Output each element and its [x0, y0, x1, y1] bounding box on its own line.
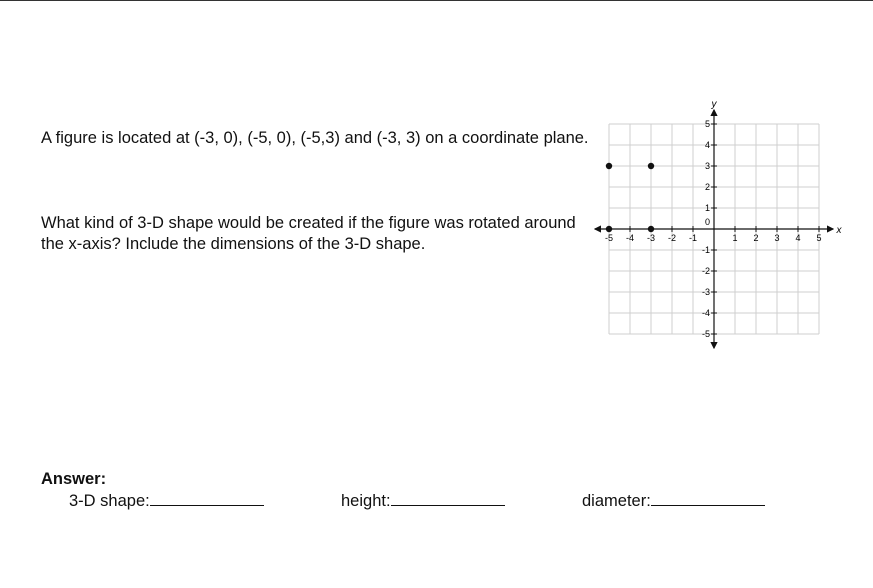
- shape-answer-field: [69, 491, 264, 511]
- x-tick-label: 5: [816, 233, 822, 243]
- y-tick-label: -3: [701, 287, 710, 297]
- x-tick-label: 4: [795, 233, 801, 243]
- data-point: [648, 226, 654, 232]
- axes: [595, 110, 833, 348]
- x-tick-label: 2: [753, 233, 759, 243]
- top-divider: [0, 0, 873, 1]
- height-answer-field: [341, 491, 505, 511]
- height-label: height:: [341, 492, 391, 510]
- data-point: [606, 163, 612, 169]
- y-tick-label: 5: [704, 119, 710, 129]
- x-tick-label: -5: [604, 233, 614, 243]
- shape-label: 3-D shape:: [69, 492, 150, 510]
- coordinate-plane: [594, 96, 850, 350]
- origin-label: 0: [704, 217, 710, 227]
- y-axis-label: y: [711, 99, 717, 110]
- y-tick-label: -1: [701, 245, 710, 255]
- y-tick-label: 3: [704, 161, 710, 171]
- x-tick-label: -2: [667, 233, 677, 243]
- x-axis-label: x: [836, 225, 842, 236]
- question-paragraph-1: A figure is located at (-3, 0), (-5, 0), (-5,3) and (-3, 3) on a coordinate plane.: [41, 129, 589, 147]
- diameter-answer-blank[interactable]: [651, 491, 765, 506]
- x-tick-label: -3: [646, 233, 656, 243]
- x-tick-label: 3: [774, 233, 780, 243]
- x-tick-label: 1: [732, 233, 738, 243]
- y-tick-label: -5: [701, 329, 710, 339]
- question-paragraph-2: What kind of 3-D shape would be created if the figure was rotated around the x-axis? Include the dimensions of the 3-D shape.: [41, 214, 576, 253]
- y-tick-label: 2: [704, 182, 710, 192]
- y-tick-label: 4: [704, 140, 710, 150]
- tick-labels: [605, 99, 843, 339]
- x-tick-label: -4: [625, 233, 635, 243]
- data-point: [648, 163, 654, 169]
- y-tick-label: -4: [701, 308, 710, 318]
- data-point: [606, 226, 612, 232]
- answer-title: Answer:: [41, 470, 107, 488]
- diameter-label: diameter:: [582, 492, 651, 510]
- y-tick-label: -2: [701, 266, 710, 276]
- shape-answer-blank[interactable]: [150, 491, 264, 506]
- x-tick-label: -1: [688, 233, 698, 243]
- y-tick-label: 1: [704, 203, 710, 213]
- diameter-answer-field: [582, 491, 765, 511]
- height-answer-blank[interactable]: [391, 491, 505, 506]
